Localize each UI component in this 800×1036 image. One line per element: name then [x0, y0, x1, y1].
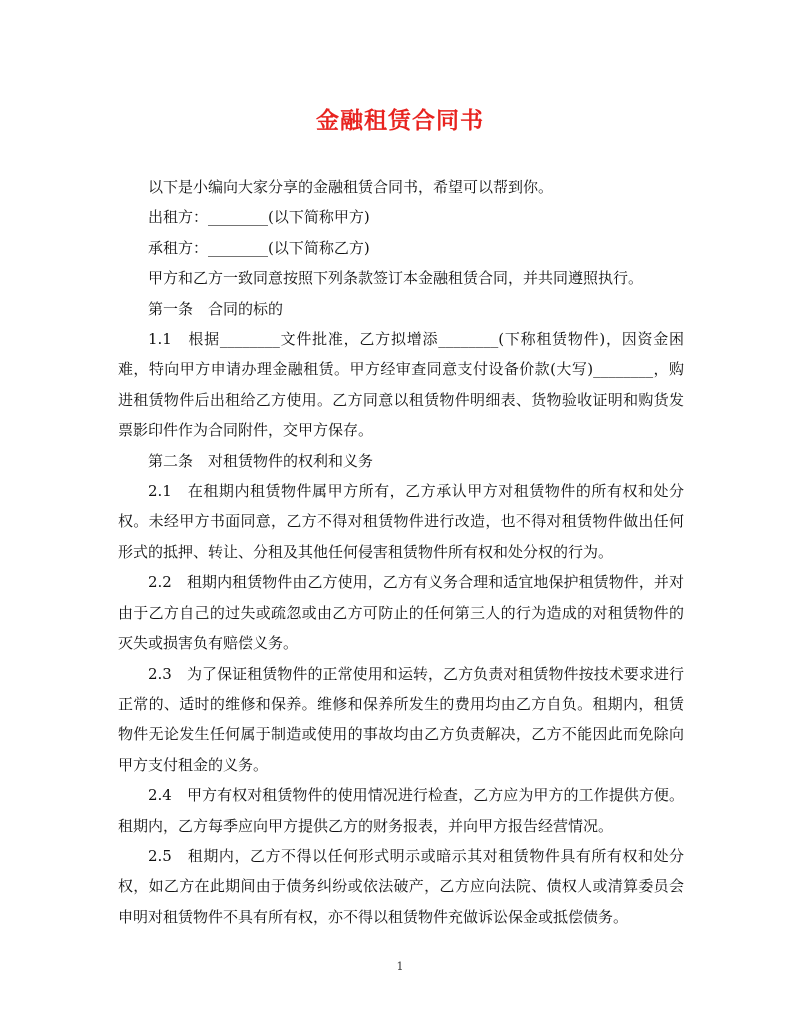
lessee-line: 承租方：________(以下简称乙方): [148, 238, 370, 257]
clause-2-3: 2.3 为了保证租赁物件的正常使用和运转，乙方负责对租赁物件按技术要求进行正常的、适时的维修和保养。维修和保养所发生的费用均由乙方自负。租期内，租赁物件无论发生任何属于制造或使用的事故均由乙方负责解决，乙方不能因此而免除向甲方支付租金的义务。: [118, 664, 684, 774]
clause-2-4: 2.4 甲方有权对租赁物件的使用情况进行检查，乙方应为甲方的工作提供方便。租期内，乙方每季应向甲方提供乙方的财务报表，并向甲方报告经营情况。: [118, 786, 684, 835]
lessor-line: 出租方：________(以下简称甲方): [148, 208, 370, 227]
page-title: 金融租赁合同书: [316, 107, 484, 134]
clause-2-5: 2.5 租期内，乙方不得以任何形式明示或暗示其对租赁物件具有所有权和处分权，如乙方在此期间由于债务纠纷或依法破产，乙方应向法院、债权人或清算委员会申明对租赁物件不具有所有权，亦不得以租赁物件充做诉讼保金或抵偿债务。: [118, 846, 684, 926]
page-number: 1: [396, 960, 404, 973]
article-2-heading: 第二条 对租赁物件的权利和义务: [148, 451, 374, 470]
clause-2-1: 2.1 在租期内租赁物件属甲方所有，乙方承认甲方对租赁物件的所有权和处分权。未经甲方书面同意，乙方不得对租赁物件进行改造，也不得对租赁物件做出任何形式的抵押、转让、分租及其他任何侵害租赁物件所有权和处分权的行为。: [118, 482, 684, 561]
document-body: [118, 172, 684, 932]
clause-2-2: 2.2 租期内租赁物件由乙方使用，乙方有义务合理和适宜地保护租赁物件，并对由于乙方自己的过失或疏忽或由乙方可防止的任何第三人的行为造成的对租赁物件的灭失或损害负有赔偿义务。: [118, 573, 684, 653]
article-1-heading: 第一条 合同的标的: [148, 299, 284, 318]
agreement-paragraph: 甲方和乙方一致同意按照下列条款签订本金融租赁合同，并共同遵照执行。: [148, 269, 644, 288]
clause-1-1: 1.1 根据________文件批准，乙方拟增添________(下称租赁物件)，因资金困难，特向甲方申请办理金融租赁。甲方经审查同意支付设备价款(大写)________，购进租赁物件后出租给乙方使用。乙方同意以租赁物件明细表、货物验收证明和购货发票影印件作为合同附件，交甲方保存。: [118, 330, 684, 440]
intro-paragraph: 以下是小编向大家分享的金融租赁合同书，希望可以帮到你。: [148, 178, 554, 196]
